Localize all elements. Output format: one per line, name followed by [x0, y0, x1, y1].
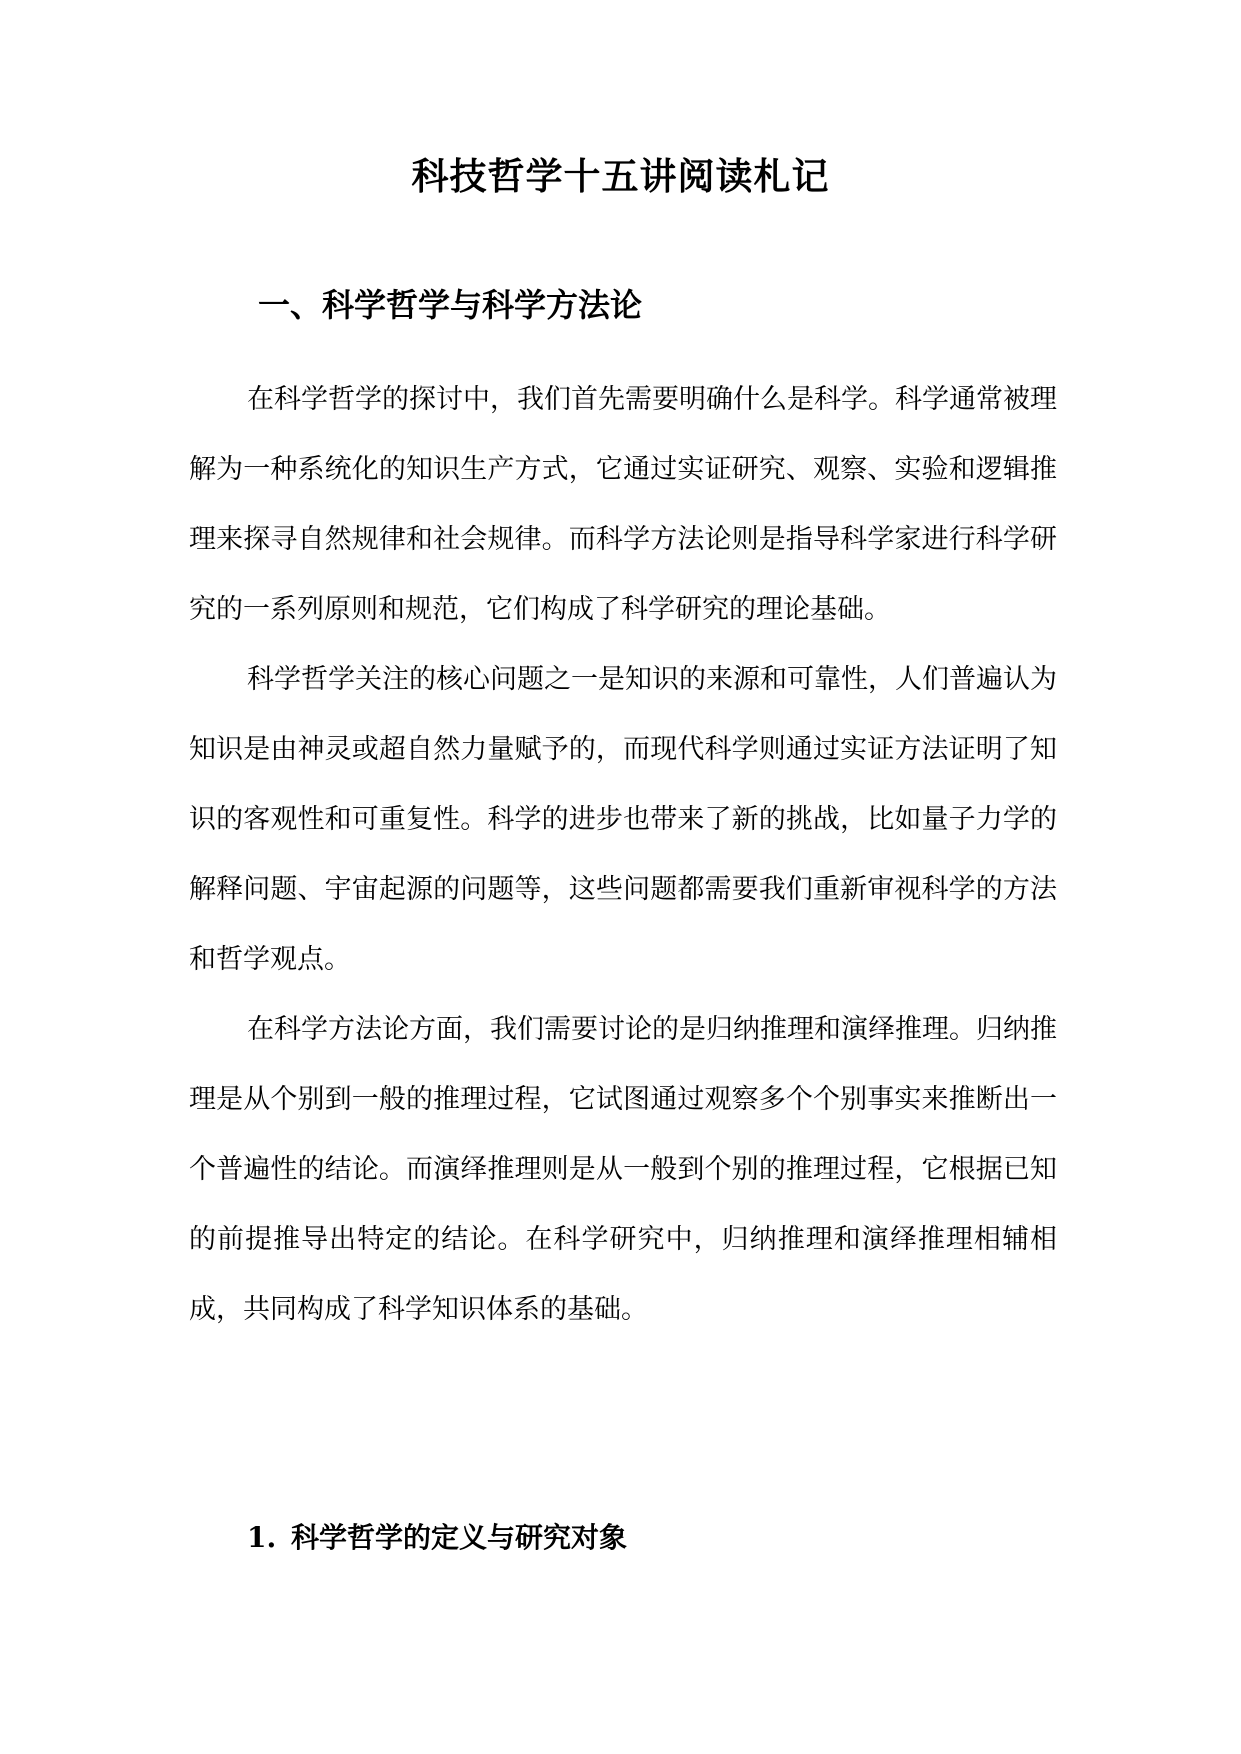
subsection-number: 1.	[247, 1521, 277, 1554]
section-heading: 一、科学哲学与科学方法论	[258, 286, 643, 324]
document-title: 科技哲学十五讲阅读札记	[411, 154, 830, 198]
paragraph-3: 在科学方法论方面，我们需要讨论的是归纳推理和演绎推理。归纳推理是从个别到一般的推理过程，它试图通过观察多个个别事实来推断出一个普遍性的结论。而演绎推理则是从一般到个别的推理过程，它根据已知的前提推导出特定的结论。在科学研究中，归纳推理和演绎推理相辅相成，共同构成了科学知识体系的基础。	[189, 1014, 1057, 1325]
subsection-heading	[247, 1518, 627, 1558]
subsection-title: 科学哲学的定义与研究对象	[291, 1521, 628, 1554]
section-body	[189, 365, 1057, 1345]
paragraph-2: 科学哲学关注的核心问题之一是知识的来源和可靠性，人们普遍认为知识是由神灵或超自然力量赋予的，而现代科学则通过实证方法证明了知识的客观性和可重复性。科学的进步也带来了新的挑战，比如量子力学的解释问题、宇宙起源的问题等，这些问题都需要我们重新审视科学的方法和哲学观点。	[189, 664, 1057, 975]
paragraph-1: 在科学哲学的探讨中，我们首先需要明确什么是科学。科学通常被理解为一种系统化的知识生产方式，它通过实证研究、观察、实验和逻辑推理来探寻自然规律和社会规律。而科学方法论则是指导科学家进行科学研究的一系列原则和规范，它们构成了科学研究的理论基础。	[189, 384, 1057, 625]
